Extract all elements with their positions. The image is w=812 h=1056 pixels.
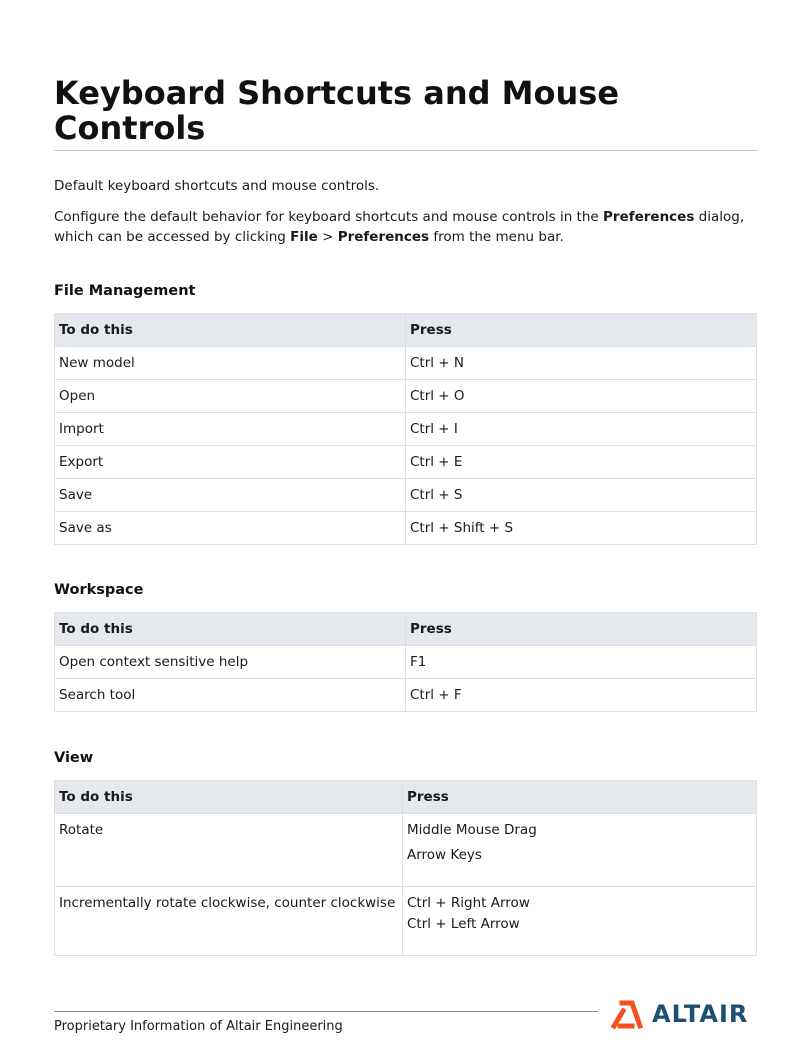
press-cell: Ctrl + Shift + S: [406, 512, 757, 545]
configure-text-middle: dialog, which can be accessed by clicking: [54, 209, 745, 245]
press-line: Arrow Keys: [407, 847, 482, 863]
page-title: Keyboard Shortcuts and Mouse Controls: [54, 74, 620, 147]
table-row: [55, 413, 757, 446]
action-cell: Export: [55, 446, 406, 479]
altair-logo-text: ALTAIR: [652, 1000, 749, 1028]
file-management-heading: File Management: [54, 283, 196, 299]
table-row: [55, 814, 757, 887]
preferences-term: Preferences: [603, 209, 695, 225]
table-header-row: [55, 314, 757, 347]
action-cell: Search tool: [55, 679, 406, 712]
press-cell: Ctrl + N: [406, 347, 757, 380]
action-cell: Open: [55, 380, 406, 413]
column-header-press: Press: [406, 613, 757, 646]
view-table: [54, 780, 757, 956]
action-cell: Import: [55, 413, 406, 446]
press-cell: Ctrl + O: [406, 380, 757, 413]
preferences-menu-term: Preferences: [337, 229, 430, 245]
table-row: [55, 479, 757, 512]
file-management-table: [54, 313, 757, 545]
table-row: [55, 347, 757, 380]
column-header-action: To do this: [55, 613, 406, 646]
press-cell: [403, 887, 757, 956]
table-row: [55, 512, 757, 545]
file-menu-term: File: [290, 229, 318, 245]
press-line: Middle Mouse Drag: [407, 822, 537, 838]
press-cell: [403, 814, 757, 887]
workspace-heading: Workspace: [54, 582, 144, 598]
view-heading: View: [54, 750, 94, 766]
table-header-row: [55, 613, 757, 646]
table-row: [55, 887, 757, 956]
configure-text-before: Configure the default behavior for keyboard shortcuts and mouse controls in the: [54, 209, 604, 225]
table-row: [55, 380, 757, 413]
footer-proprietary-text: Proprietary Information of Altair Engineering: [54, 1019, 343, 1034]
action-cell: Save as: [55, 512, 406, 545]
press-line: Ctrl + Left Arrow: [407, 916, 520, 932]
altair-logo: [610, 997, 760, 1031]
column-header-action: To do this: [55, 781, 403, 814]
workspace-table: [54, 612, 757, 712]
table-row: [55, 446, 757, 479]
action-cell: Rotate: [55, 814, 403, 887]
press-cell: Ctrl + F: [406, 679, 757, 712]
column-header-press: Press: [406, 314, 757, 347]
column-header-press: Press: [403, 781, 757, 814]
press-line: Ctrl + Right Arrow: [407, 895, 530, 911]
column-header-action: To do this: [55, 314, 406, 347]
table-row: [55, 679, 757, 712]
action-cell: Incrementally rotate clockwise, counter clockwise: [55, 887, 403, 956]
altair-logo-icon: [610, 998, 644, 1030]
table-row: [55, 646, 757, 679]
action-cell: Open context sensitive help: [55, 646, 406, 679]
title-divider: [54, 150, 758, 151]
configure-paragraph: [54, 207, 758, 247]
table-header-row: [55, 781, 757, 814]
footer-divider: [54, 1011, 598, 1012]
press-cell: Ctrl + I: [406, 413, 757, 446]
configure-text-after: from the menu bar.: [429, 229, 564, 245]
press-cell: F1: [406, 646, 757, 679]
press-cell: Ctrl + E: [406, 446, 757, 479]
intro-paragraph: Default keyboard shortcuts and mouse controls.: [54, 178, 380, 194]
action-cell: New model: [55, 347, 406, 380]
press-cell: Ctrl + S: [406, 479, 757, 512]
action-cell: Save: [55, 479, 406, 512]
menu-separator: >: [317, 229, 338, 245]
